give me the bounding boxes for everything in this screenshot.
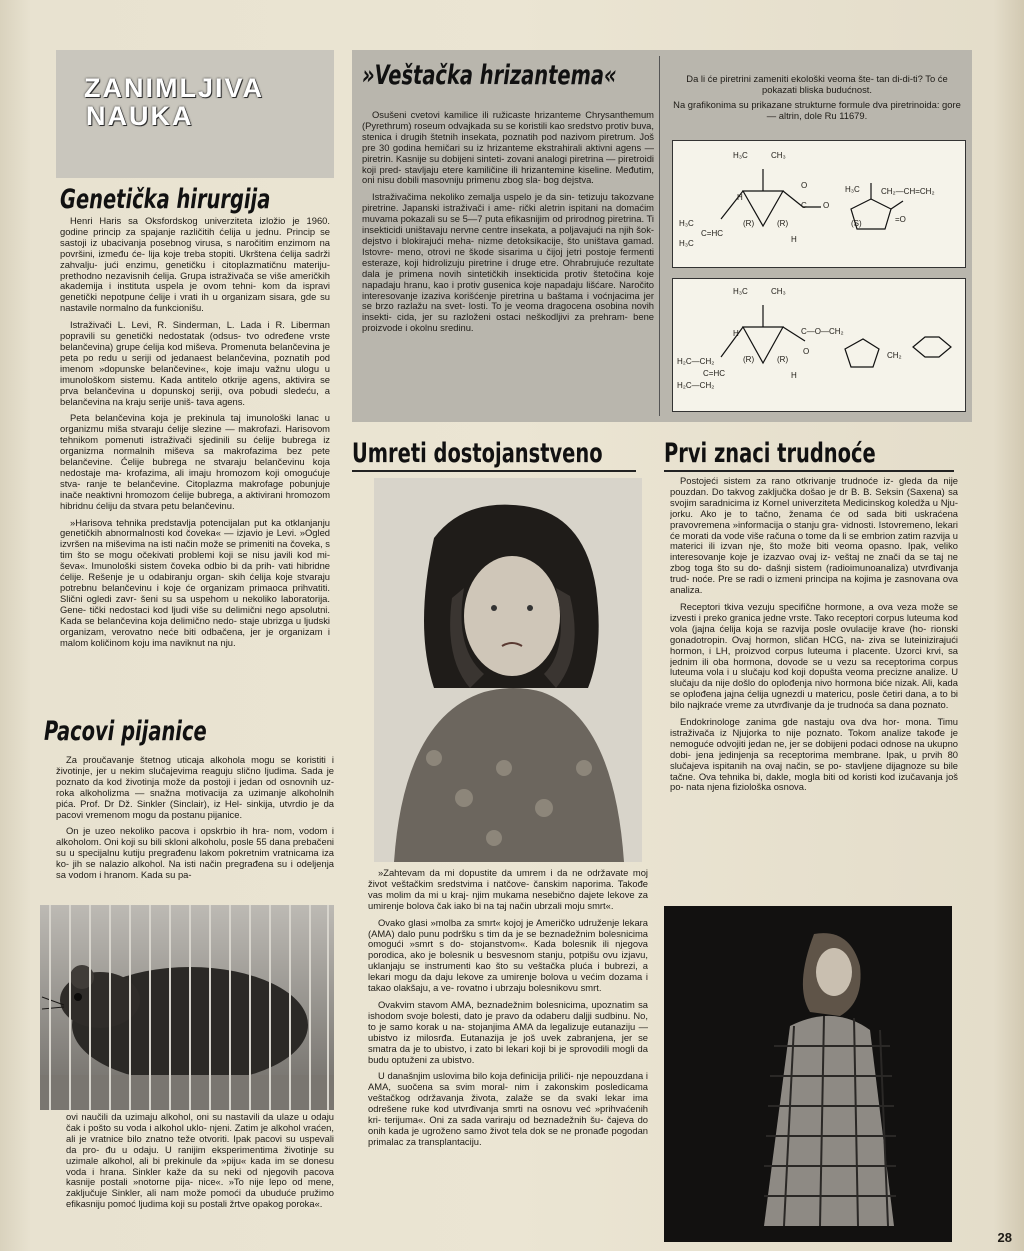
chem-structure-bottom <box>672 278 966 412</box>
chrys-sidebar <box>670 74 964 134</box>
chem-label: H₃C <box>679 239 694 248</box>
pregnant-woman-image <box>664 906 952 1242</box>
chrys-sidebar-1: Da li će piretrini zameniti ekološki veoma šte- tan di-di-ti? To će pokazati bliska budućnost. <box>686 74 948 95</box>
rat-photo <box>40 905 334 1110</box>
page-number: 28 <box>997 1230 1012 1245</box>
pregnancy-title-box <box>664 438 954 472</box>
chem-label: H₃C <box>845 185 860 194</box>
chem-label: CH₂—CH=CH₂ <box>881 187 935 196</box>
chrys-sidebar-2: Na grafikonima su prikazane strukturne formule dva piretrinoida: gore — altrin, dole Ru 11679. <box>673 98 961 121</box>
rats-paragraph: Za proučavanje štetnog uticaja alkohola mogu se koristiti i životinje, jer u nekim slučajevima reaguju slično ljudima. Sada je poznato da kod životinja može da postoji i jedan od osnovnih uz- roka alkoholizma — snažna motivacija za uzimanje alkoholnih pića. Prof. Dr Dž. Sinkler (Sinclair), iz Hel- sinkija, utvrdio je da pacovi vremenom mogu da postanu pijanice. <box>56 755 334 820</box>
pregnancy-title: Prvi znaci trudnoće <box>664 438 876 469</box>
woman-photo <box>374 478 642 862</box>
chrys-paragraph: Osušeni cvetovi kamilice ili ružicaste hrizanteme Chrysanthemum (Pyrethrum) roseum odvajkada su se koristili kao sredstvo protiv buva, stenica i drugih štetnih insekata, poznatih pod nazivom piretrum. Još pre 30 godina hemičari su iz hrizanteme ekstrahirali aktivni agens — piretrin. Kasnije su dobijeni sinteti- zovani analogi piretrina — piretroidi koji pred- stavljaju etere kamiličine ili hrizantemine kiseline. Međutim, oni nisu dobili masovniju primenu zbog sla- bog dejstva. <box>362 110 654 186</box>
chem-label: (R) <box>743 355 755 364</box>
pregnant-woman-photo <box>664 906 952 1242</box>
death-paragraph: »Zahtevam da mi dopustite da umrem i da ne održavate moj život veštačkim sredstvima i natčove- čanskim naporima. Takođe vas molim da mi u kraj- njim mukama nesebično dajete lekove za umirenje bolova čak iako bi na taj način ubrzali moju smrt«. <box>368 868 648 911</box>
chem-label: H <box>791 371 797 380</box>
chrys-title: »Veštačka hrizantema« <box>362 60 617 91</box>
chem-label: H₂C—CH₂ <box>677 357 715 366</box>
chem-label: H₃C <box>733 287 748 296</box>
rats-title: Pacovi pijanice <box>44 716 207 747</box>
genetic-paragraph: Istraživači L. Levi, R. Sinderman, L. Lada i R. Liberman popravili su genetički nedostatak (odsus- tvo određene vrste belančevina) grupe ćelija kod miševa. Promenuta belančevina je peta po redu u seriji od jedanaest belančevina, poznatih pod imenom »dopunske belančevine«, koje imaju važnu ulogu u imunološkom sistemu. Kada antitelo otkrije agens, aktivira se prva belančevina u dopunskoj seriji, ova pobudi sledeću, a belančevina na kraju serije uniš- tava agens. <box>60 319 330 407</box>
chem-label: C=HC <box>703 369 726 378</box>
rats-paragraph: On je uzeo nekoliko pacova i opskrbio ih hra- nom, vodom i alkoholom. Oni koji su bili skloni alkoholu, posle 55 dana prebačeni su u specijalnu kutiju pregrađenu lakom pokretnim vratnicama iza ko- jih se nalazio alkohol. Na isti način pregrađena su i odeljenja sa vodom i hranom. Kada su pa- <box>56 825 334 881</box>
woman-image <box>374 478 642 862</box>
section-title-line2: NAUKA <box>86 101 194 131</box>
chem-label: CH₃ <box>771 287 786 296</box>
pregnancy-paragraph: Receptori tkiva vezuju specifične hormone, a ova veza može se izvesti i preko granica jedne vrste. Tako receptori corpus luteuma kod vola (jajna ćelija koja se razvija posle ovulacije krave (ho- rionski gonadotropin. Ovaj hormon, sličan HCG, na- ziva se luteinizirajući hormon, i LH, proizvod corpus luteuma i placente. Uzorci krvi, sa jednim ili oba hormona, dovode se u vezu sa receptorima corpus luteuma vola i u slučaju kod koji dopušta veoma precizne analize. U slučaju da nije došlo do oplođenja nivo hormona biće nizak. Ali, kada se oplođena jajna ćelija ugnezdi u matericu, posle četiri dana, a to bi bilo najkraće vreme za utvrđivanje da je trudnoća sa dana poznato. <box>670 600 958 711</box>
chem-label: C=HC <box>701 229 724 238</box>
chem-label: (R) <box>777 219 789 228</box>
rats-continuation-text: ovi naučili da uzimaju alkohol, oni su nastavili da ulaze u odaju čak i pošto su voda i alkohol uklo- njeni. Zatim je alkohol vraćen, ali je vratnice bilo znatno teže otvoriti. Ipak pacovi su uspevali da pro- đu u odaju. U ranijim eksperimentima životinje su uzimale alkohol, ali bi prekinule da »piju« kada im se donesu voda i hrana. Sinkler kaže da su neki od njegovih pacova kasnije postali »notorne pija- nice«. »To nije lepo od mene, zaključuje Sinkler, ali nam može pomoći da ubuduće pružimo efikasniju pomoć ljudima koji su postali žrtve opakog poroka«. <box>66 1112 334 1210</box>
chem-label: CH₃ <box>771 151 786 160</box>
chem-structure-top <box>672 140 966 268</box>
pregnancy-text <box>670 476 958 900</box>
genetic-paragraph: Peta belančevina koja je prekinula taj imunološki lanac u organizmu miša stvaraju ćelije slezine — makrofazi. Harisovom tehnikom pomenuti istraživači sjedinili su ćelije bubrega iz organizma normalnih miševa sa makrofazima bez pete belančevine. Ćelije bubrega ne stvaraju belančevinu koja nedostaje ma- krofazima, ali imaju hromozom koji omogućuje stva- ranje te belančevine. Citoplazma makrofage pobunjuje inače neaktivni hromozom ćelije bubrega, a aktivirani hromozom hibridnu ćeliju da stvara petu belančevinu. <box>60 412 330 511</box>
chrys-text <box>362 110 654 415</box>
chem-label: H <box>737 193 743 202</box>
rats-text <box>56 755 334 903</box>
death-title: Umreti dostojanstveno <box>352 438 603 469</box>
chem-label: H₂C—CH₂ <box>677 381 715 390</box>
chem-label: C—O—CH₂ <box>801 327 844 336</box>
genetic-paragraph: Henri Haris sa Oksfordskog univerziteta izložio je 1960. godine princip za spajanje različitih ćelija u jednu. Princip se sastoji iz ubacivanja posebnog virusa, s naročitim enzimom na površini, između će- lija koje treba stopiti. Ukrštena ćelija sadrži zahvalju- jući enzimu, genetičku i citoplazmatičnu materiju- prethodno nezavisnih ćelija. Grupa istraživača se više američkih akademija i instituta uspela je ovom tehni- kom da ispravi genetički nepotpune ćelije i vrati ih u organizam sisara, gde su nastavile normalno da funkcionišu. <box>60 215 330 314</box>
genetic-title: Genetička hirurgija <box>60 184 271 215</box>
chem-label: (R) <box>777 355 789 364</box>
chem-label: H <box>791 235 797 244</box>
chem-label: (R) <box>743 219 755 228</box>
rat-image <box>40 905 334 1110</box>
chem-label: O <box>801 181 808 190</box>
pregnancy-paragraph: Postojeći sistem za rano otkrivanje trudnoće iz- gleda da nije pouzdan. Do takvog zaključka došao je dr B. B. Seksin (Saxena) sa svojim saradnicima iz Kornel univerziteta Medicinskog koledža u Nju- jorku. Ako je to tačno, ženama će od sada biti uskraćena pravovremena »informacija o stanju gra- vidnosti. Istovremeno, lekari će morati da vode više računa o tome da li se embrion zatim razvija u materici ili izvan nje, što može biti veoma opasno. Ipak, veliko interesovanje koje je izazvao ovaj iz- veštaj ne znači da se taj ne zbog toga što su do- dašnji sistem (radioimunoanaliza) utvrđivanja trud- noće. Pre se radi o izmeni principa na kojima je zasnovana ova analiza. <box>670 476 958 596</box>
chem-label: =O <box>895 215 906 224</box>
chem-bottom-drawing <box>673 279 965 411</box>
chem-label: (S) <box>851 219 862 228</box>
death-paragraph: U današnjim uslovima bilo koja definicija priliči- nje nepouzdana i AMA, suočena sa svim moral- nim i zakonskim posledicama veštačkog održavanja života, zalaže se da svaki lekar ima odrešene ruke kod utvrđivanja smrti na osnovu već »prihvaćenih kri- terijuma«. Oni za sada variraju od beznadežnih šu- čajeva do onih kada je ugroženo samo život tela dok se ne pronađe pogodan primalac za transplantaciju. <box>368 1070 648 1147</box>
chem-label: O <box>823 201 830 210</box>
chem-label: H₃C <box>733 151 748 160</box>
column-rule <box>659 56 660 416</box>
death-paragraph: Ovakvim stavom AMA, beznadežnim bolesnicima, upoznatim sa ishodom svoje bolesti, dato je pravo da odaberu daljji sudbinu. No, to je samo korak u na- stojanjima AMA da legalizuje eutanaziju — ubistvo iz milosrđa. Eutanazija je još uvek zabranjena, jer se smatra da je to ubistvo, i zato bi lekari koji bi je sprovodili mogli da budu optuženi za ubistvo. <box>368 998 648 1065</box>
death-paragraph: Ovako glasi »molba za smrt« kojoj je Američko udruženje lekara (AMA) dalo punu podršku s tim da je se beznadežnim bolesnicima omogući »smrt s do- stojanstvom«. Kada bolesnik ili njegova porodica, ako je bolesnik u besvesnom stanju, potpišu ovu izjavu, uklanjaju se instrumenti kao što su veštačka pluća i bubrezi, a lekari mogu da daju lekove za umirenje bolova u većim dozama i takao olakšaju, a ve- rovatno i ubrzaju bolesnikovu smrt. <box>368 916 648 994</box>
genetic-paragraph: »Harisova tehnika predstavlja potencijalan put ka otklanjanju genetičkih abnormalnosti kod čoveka« — izjavio je Levi. »Ogled izvršen na miševima na isti način može se primeniti na čoveka, s tim što se mogu očekivati problemi koji se nisu javili kod mi- ševa«. Imunološki sistem čoveka odbio bi da prih- vati hibridne ćelije. Rešenje je u odabiranju organ- skih ćelija koje stvaraju potrebnu belančevinu i koje će organizam primaoca prihvatiti. Slični ogledi zavr- šeni su sa uspehom u nekoliko laboratorija. Gene- tički nedostaci kod ljudi više su delimični nego apsolutni. Kada se belančevina koja delimično nedo- staje ubrizga u ljudski organizam, verovatno neće biti odbačena, jer je organizam i malom količinom koju ima naviknut na nju. <box>60 516 330 648</box>
section-title <box>84 74 264 130</box>
death-text <box>368 868 648 1243</box>
chem-label: CH₂ <box>887 351 902 360</box>
chem-label: H <box>733 329 739 338</box>
rats-title-box <box>40 712 340 752</box>
death-title-box <box>352 438 636 472</box>
chrys-title-box <box>362 60 662 100</box>
pregnancy-paragraph: Endokrinologe zanima gde nastaju ova dva hor- mona. Timu istraživača iz Njujorka to nije poznato. Tokom analize takođe je nemoguće odvojiti jedan ne, jer se dobijeni podaci odnose na ukupno dobi- jena jedinjenja sa receptorima membrane. Ipak, u prvih 80 slučajeva ispitanih na ovaj način, se po- stavljene dijagnoze su bile tačne. Ova tehnika bi, dakle, mogla biti od koristi kod izučavanja još po- nata njena fiziološka osnova. <box>670 716 958 793</box>
chem-top-drawing <box>673 141 965 267</box>
chem-label: H₃C <box>679 219 694 228</box>
chem-label: C <box>801 201 807 210</box>
rats-continuation <box>66 1112 334 1232</box>
section-title-line1: ZANIMLJIVA <box>84 73 264 103</box>
chem-label: O <box>803 347 810 356</box>
chrys-paragraph: Istraživačima nekoliko zemalja uspelo je da sin- tetizuju takozvane piretrine. Japanski istraživači i ame- rički aletrin ispitani na domaćim muvama pokazali su se 5—7 puta efikasnijim od prirodnog piretrina. Ti insekticidi uništavaju nervne centre insekata, a poljavajući na njih šok-dejstvo i blokirajući meha- nizme detoksikacije, što uništava gamad. Istovre- meno, otrovi ne škode sisarima u čijoj jetri postoje fermenti esteraze, koji hidrolizuju piretrine i druge etre. Ohrabrujuće rezultate dala je primena novih sintetičkih insekticida protiv štetočina koje napadaju hranu, kao i protiv gusenica koje napadaju lišćare. Naročito interesovanje izaziva korišćenje piretrina u baštama i voćnjacima jer se brzo razlažu na svet- losti. To je veoma dragocena osobina novih insekti- cida, jer su razloženi ostaci neškodljivi za prehram- bene proizvode i okolnu sredinu. <box>362 191 654 334</box>
